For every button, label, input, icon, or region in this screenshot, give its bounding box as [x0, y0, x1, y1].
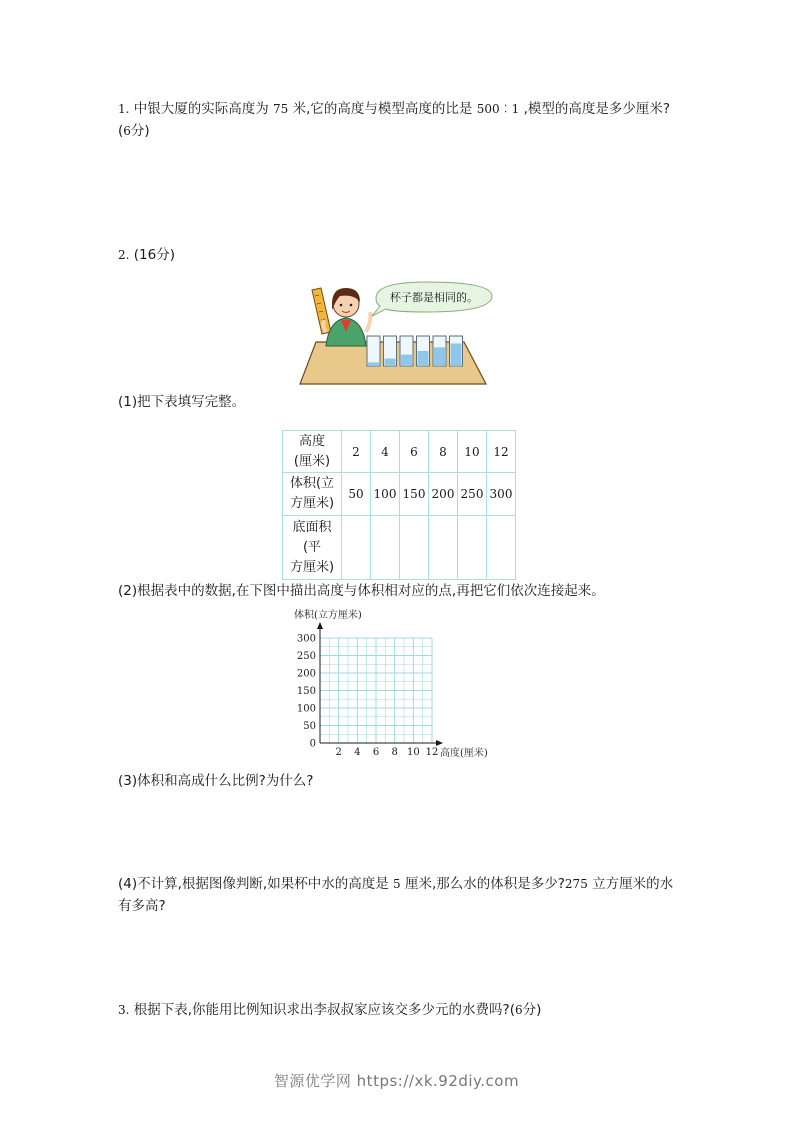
question-2-score: (16分) [133, 247, 175, 263]
cup-icon [400, 336, 413, 366]
height-cell: 2 [342, 431, 371, 473]
question-1-number: 1. [118, 102, 130, 116]
chart-x-label: 高度(厘米) [440, 748, 488, 759]
row-header-height-line2: (厘米) [293, 453, 331, 469]
height-cell: 6 [400, 431, 429, 473]
x-tick-label: 8 [391, 747, 398, 758]
question-3-score: 6 [514, 1003, 523, 1017]
row-header-height-line1: 高度 [298, 433, 325, 449]
question-1-text-d: 分) [130, 123, 150, 139]
chart-axes [317, 622, 443, 746]
base-area-cell[interactable] [371, 516, 400, 580]
question-1-text-a: 中银大厦的实际高度为 [133, 101, 269, 117]
cup-icon [433, 336, 446, 366]
height-cell: 12 [487, 431, 516, 473]
y-tick-label: 100 [296, 703, 316, 715]
footer-watermark: 智源优学网 https://xk.92diy.com [273, 1072, 520, 1090]
base-area-cell[interactable] [487, 516, 516, 580]
row-header-base-area-line1: 底面积 [292, 519, 332, 535]
x-tick-label: 6 [372, 747, 380, 758]
height-cell: 4 [371, 431, 400, 473]
cup-icon [417, 336, 430, 366]
sub-question-4-text-c: 立方厘米的水有多高? [118, 876, 674, 914]
question-1-text-c: ,模型的高度是多少厘米?( [118, 101, 671, 139]
data-table [282, 430, 516, 580]
y-axis-arrow-icon [317, 622, 323, 629]
chart-y-label: 体积(立方厘米) [294, 610, 362, 621]
row-header-base-area [283, 516, 342, 580]
table-row-height [283, 431, 516, 473]
chart-grid [320, 638, 432, 743]
base-area-cell[interactable] [458, 516, 487, 580]
sub-question-4 [118, 873, 678, 917]
x-tick-label: 12 [425, 747, 439, 758]
x-axis-arrow-icon [436, 740, 443, 746]
question-2-number: 2. [118, 248, 130, 262]
height-cell: 10 [458, 431, 487, 473]
question-3-text-b: 分) [522, 1002, 542, 1018]
girl-icon [323, 288, 370, 346]
sub-question-4-volume-value: 275 [564, 877, 588, 891]
speech-bubble [372, 282, 492, 316]
volume-cell: 250 [458, 473, 487, 516]
base-area-cell[interactable] [400, 516, 429, 580]
sub-question-4-height-value: 5 [393, 877, 401, 891]
cup-icon [450, 336, 463, 366]
question-1 [118, 98, 678, 142]
volume-cell: 100 [371, 473, 400, 516]
sub-question-3: (3)体积和高成什么比例?为什么? [118, 773, 314, 789]
question-1-height-value: 75 [273, 102, 289, 116]
cup-icon [367, 336, 380, 366]
base-area-cell[interactable] [429, 516, 458, 580]
x-tick-label: 4 [354, 747, 361, 758]
volume-cell: 150 [400, 473, 429, 516]
sub-question-4-text-b: 厘米,那么水的体积是多少? [404, 876, 565, 892]
chart-y-ticks [297, 634, 316, 750]
question-3-number: 3. [118, 1003, 130, 1017]
ruler-icon [312, 288, 331, 334]
table-row-volume [283, 473, 516, 516]
row-header-base-area-line2: (平 [302, 539, 322, 555]
y-tick-label: 150 [296, 686, 316, 697]
y-tick-label: 250 [296, 651, 316, 662]
x-tick-label: 2 [335, 747, 342, 758]
volume-cell: 200 [429, 473, 458, 516]
y-tick-label: 0 [309, 738, 316, 750]
question-3-text: 根据下表,你能用比例知识求出李叔叔家应该交多少元的水费吗?( [133, 1002, 515, 1018]
row-header-volume [283, 473, 342, 516]
y-tick-label: 50 [303, 721, 316, 732]
volume-cell: 50 [342, 473, 371, 516]
question-3 [118, 999, 541, 1021]
row-header-volume-line2: 方厘米) [289, 496, 335, 511]
question-1-score: 6 [123, 124, 131, 138]
chart-x-ticks [335, 747, 438, 758]
cup-icon [384, 336, 397, 366]
cups-illustration [296, 280, 501, 390]
volume-height-chart [280, 605, 510, 760]
sub-question-2: (2)根据表中的数据,在下图中描出高度与体积相对应的点,再把它们依次连接起来。 [118, 583, 605, 599]
row-header-volume-line1: 体积(立 [289, 476, 335, 491]
speech-bubble-text: 杯子都是相同的。 [390, 291, 478, 304]
base-area-cell[interactable] [342, 516, 371, 580]
y-tick-label: 200 [296, 668, 316, 680]
question-1-text-b: 米,它的高度与模型高度的比是 [292, 101, 473, 117]
row-header-height [283, 431, 342, 473]
question-2 [118, 244, 175, 266]
volume-cell: 300 [487, 473, 516, 516]
question-1-ratio: 500︰1 [476, 102, 520, 116]
height-cell: 8 [429, 431, 458, 473]
row-header-base-area-line3: 方厘米) [289, 559, 335, 575]
y-tick-label: 300 [296, 633, 316, 645]
sub-question-1: (1)把下表填写完整。 [118, 394, 246, 410]
x-tick-label: 10 [406, 747, 420, 758]
table-row-base-area [283, 516, 516, 580]
sub-question-4-text-a: (4)不计算,根据图像判断,如果杯中水的高度是 [118, 876, 389, 892]
